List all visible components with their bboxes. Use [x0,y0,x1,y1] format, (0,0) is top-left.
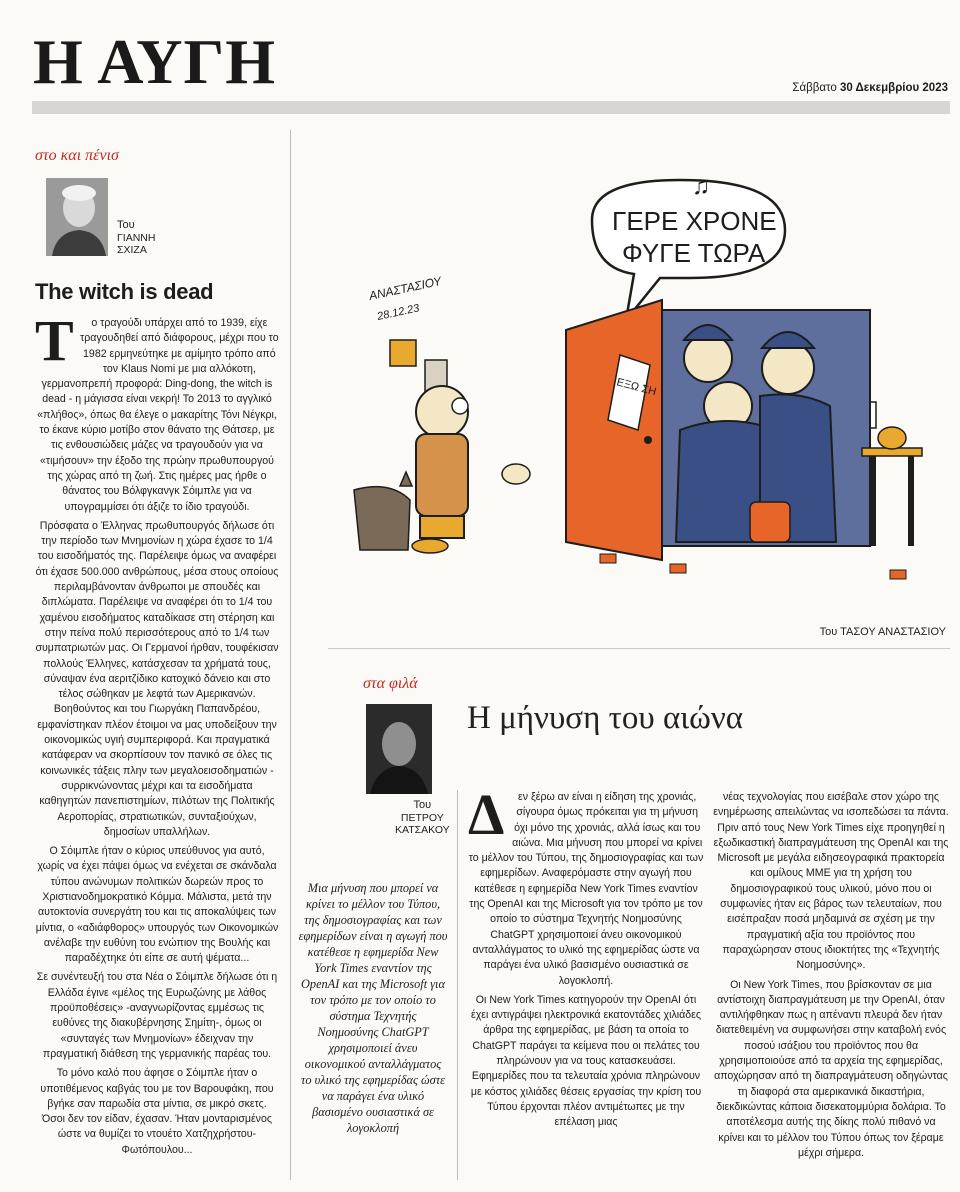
cartoon-credit: Του ΤΑΣΟΥ ΑΝΑΣΤΑΣΙΟΥ [819,626,946,638]
author-first-name: ΓΙΑΝΝΗ [117,231,156,244]
column-rubric: στο και πένισ [35,147,119,164]
author-last-name: ΚΑΤΣΑΚΟΥ [395,823,450,836]
music-notes-icon: ♫ [692,173,710,200]
cartoon-signature-date: 28.12.23 [376,302,421,323]
paragraph: Το μόνο καλό που άφησε ο Σόιμπλε ήταν ο υποτιθέμενος καβγάς του με τον Βαρουφάκη, που βγήκε σαν παρωδία στα μίντια, σε μικρό σκετς. Όσοι δεν τον είδαν, έχασαν. Ήταν μονταρισμένος ώστε να θυμίζει το ντουέτο Χατζηχρήστου-Φωτόπουλου... [40,1067,274,1156]
article-headline: Η μήνυση του αιώνα [467,700,744,736]
pull-quote: Μια μήνυση που μπορεί να κρίνει το μέλλον του Τύπου, της δημοσιογραφίας και των εφημερίδων είναι η αγωγή που κατέθεσε η εφημερίδα New York Times εναντίον της OpenAI και της Microsoft για τον τρόπο με τον οποίο το σύστημα Τεχνητής Νοημοσύνης ChatGPT χρησιμοποιεί άνευ οικονομικού ανταλλάγματος το υλικό της εφημερίδας ώστε να παράγει ένα υλικό βασισμένο ουσιαστικά σε λογοκλοπή [298,881,448,1135]
vase [878,427,906,449]
suitcase [750,502,790,542]
paragraph: Οι New York Times κατηγορούν την OpenAI ότι έχει αντιγράψει ηλεκτρονικά εκατοντάδες χιλιάδες άρθρα της εφημερίδας, με βάση τα οποία το ChatGPT παράγει τα κείμενα που οι πελάτες του πληρώνουν για να τους κατασκευάσει. Εφημερίδες που τα τελευταία χρόνια πληρώνουν με κόστος χιλιάδες θέσεις εργασίας την κρίση του Τύπου έρχονται πλέον αντιμέτωπες με την επέλαση μιας [470,993,702,1129]
column-divider [290,130,291,1180]
author-last-name: ΣΧΙΖΑ [117,243,147,256]
brick [670,564,686,573]
paragraph [468,782,704,989]
open-door [566,300,662,560]
paragraph-text: ο τραγούδι υπάρχει από το 1939, είχε τραγουδηθεί από διάφορους, μέχρι που το 1982 ερμηνεύτηκε με αμίμητο τρόπο από τον Klaus Nomi με μια αλλόκοτη, γερμανοπρεπή προφορά: Ding-dong, the witch is dead - η μάγισσα είναι νεκρή! Το 2013 το αγγλικό «πλήθος», όπως θα έλεγε ο μακαρίτης Τόνι Νέγκρι, το έκανε κύριο μοτίβο στον θάνατο της Θάτσερ, με τις ενθουσιώδεις μάζες να τραγουδούν για να «τιμήσουν» την έξοδο της πρώην πρωθυπουργού της χώρας από τη ζωή. Στις ημέρες μας ήρθε ο θάνατος του Βόλφγκανγκ Σόιμπλε για να υπογραμμίσει ότι άξιζε το ίδιο τραγούδι. [37,317,279,513]
date-weekday: Σάββατο [792,82,837,94]
column-rubric: στα φιλά [363,675,418,692]
column-divider [457,790,458,1180]
paragraph-text: εν ξέρω αν είναι η είδηση της χρονιάς, σίγουρα όμως πρόκειται για τη μήνυση όχι μόνο της χρονιάς, αλλά ίσως και του αιώνα. Μια μήνυση που μπορεί να κρίνει το μέλλον του Τύπου, της δημοσιογραφίας και των εφημερίδων. Αναφερόμαστε στην αγωγή που κατέθεσε η εφημερίδα New York Times εναντίον της OpenAI και της Microsoft για τον τρόπο με τον οποίο το σύστημα Τεχνητής Νοημοσύνης ChatGPT χρησιμοποιεί άνευ οικονομικού ανταλλάγματος το υλικό της εφημερίδας ώστε να παράγει ένα υλικό βασισμένο ουσιαστικά σε λογοκλοπή. [468,791,704,987]
drop-cap: Δ [468,782,505,847]
author-photo [46,178,108,256]
cat-figure [354,472,412,550]
editorial-cartoon [330,150,952,582]
paragraph: Ο Σόιμπλε ήταν ο κύριος υπεύθυνος για αυτό, χωρίς να έχει πάψει όμως να ενέχεται σε σκάνδαλα τύπου ανώνυμων πολιτικών δωρεών προς το Χριστιανοδημοκρατικό Κόμμα. Μάλιστα, μετά την αυτοκτονία συνεργάτη του και τις αποκαλύψεις των μίντια, ο «αδιάφθορος» υπουργός των Οικονομικών ανέλαβε την ευθύνη του ενώπιον της Βουλής και παραδέχτηκε ότι είπε σε αυτή ψέματα... [35,845,279,965]
issue-date [792,82,948,94]
byline-prefix: Του [117,219,135,231]
paragraph: Πρόσφατα ο Έλληνας πρωθυπουργός δήλωσε ότι την περίοδο των Μνημονίων η χώρα έχασε το 1/4 του εισοδήματός της. Παρέλειψε όμως να αναφέρει ότι έχασε 500.000 ανθρώπους, μέσα στους οποίους περιλαμβάνονταν άνθρωποι με σπουδές και διπλώματα. Παρέλειψε να αναφέρει ότι το 1/4 του χαμένου εισοδήματος καταδίκασε στη στέρηση και στην πείνα πολύ περισσότερους από το 1/4 των συμπατριωτών μας. Οι Γερμανοί ήρθαν, τουφέκισαν πολλούς Έλληνες, κατάσχεσαν τα χρήματά τους, σύναψαν ένα αεριτζίδικο κατοχικό δάνειο και στο τέλος σώθηκαν με λεφτά των Αμερικανών. Βοηθούντος και του Γιωργάκη Παπανδρέου, εμφανίστηκαν πλέον έτοιμοι να μας υποδείξουν την οικονομικώς υγιή συμπεριφορά. Και πραγματικά κατάφεραν να σκορπίσουν τον πανικό σε όλες τις κοινωνικές τάξεις πλην των μεγαλοεισοδηματιών - συρρικνώνοντας μέχρι και τα εισοδήματα καθηγητών πανεπιστημίων, πιλότων της Πολιτικής Αεροπορίας, στρατιωτικών, συνταξιούχων, δημοσίων υπαλλήλων. [35,519,279,838]
masthead-title: Η ΑΥΓΗ [33,26,276,97]
brick [600,554,616,563]
article-body-column [713,790,949,1165]
paragraph: Σε συνέντευξή του στα Νέα ο Σόιμπλε δήλωσε ότι η Ελλάδα έγινε «μέλος της Ευρωζώνης με λάθος προϋποθέσεις» -αναγνωρίζοντας εμμέσως τις ευθύνες της διακυβέρνησης Σημίτη-, όμως οι «συνταγές των Μνημονίων» έδειχναν την πραγματική διάθεση της γερμανικής παρέας του. [36,971,278,1060]
speech-line-2: ΦΥΓΕ ΤΩΡΑ [622,238,766,268]
article-headline: The witch is dead [35,279,214,304]
cartoon-signature-name: ΑΝΑΣΤΑΣΙΟΥ [367,273,443,303]
door-knob [644,436,652,444]
author-byline [395,799,450,836]
wall-picture [390,340,416,366]
paragraph [35,308,279,515]
author-photo [366,704,432,794]
drop-cap: Τ [35,308,74,373]
author-first-name: ΠΕΤΡΟΥ [400,811,444,824]
byline-prefix: Του [413,799,432,811]
paragraph: Οι New York Times, που βρίσκονταν σε μια αντίστοιχη διαπραγμάτευση με την OpenAI, όταν αντιλήφθηκαν πως η απέναντι πλευρά δεν ήταν διατεθειμένη να συμφωνήσει στην καταβολή ενός ποσού ισάξιου του προϊόντος που θα χρησιμοποιούσε από τα αρχεία της εφημερίδας, αποχώρησαν από τη διαπραγμάτευση οδηγώντας τη διαφορά στα αμερικανικά δικαστήρια, διεκδικώντας κάποια δισεκατομμύρια δολάρια. Το αποτέλεσμα αυτής της δίκης πολύ πιθανό να κρίνει και το μέλλον του Τύπου όπως τον ξέραμε μέχρι σήμερα. [714,978,948,1159]
section-rule [328,648,950,649]
author-byline [117,219,155,256]
article-body [35,308,279,1162]
brick [890,570,906,579]
masthead-rule [32,101,950,114]
date-value: 30 Δεκεμβρίου 2023 [839,82,948,94]
paragraph: νέας τεχνολογίας που εισέβαλε στον χώρο της ενημέρωσης απειλώντας να ισοπεδώσει τα πάντα. Πριν από τους New York Times είχε προηγηθεί η εξωδικαστική διαπραγμάτευση της OpenAI και της Microsoft με μεγάλα ειδησεογραφικά πρακτορεία και ομίλους ΜΜΕ για τη χρήση του δημοσιογραφικού τους υλικού, μόνο που οι συμφωνίες ήταν εις βάρος των τελευταίων, που εισέπραξαν ποσά μηδαμινά σε σχέση με την πραγματική αξία του προϊόντος που παραχώρησαν στους ιδιοκτήτες της «Τεχνητής Νοημοσύνης». [713,791,949,972]
sign-text: ΕΞΩ ΣΗ [615,376,658,399]
article-body-column [468,782,704,1135]
old-man-figure [412,386,530,553]
speech-line-1: ΓΕΡΕ ΧΡΟΝΕ [612,206,777,236]
